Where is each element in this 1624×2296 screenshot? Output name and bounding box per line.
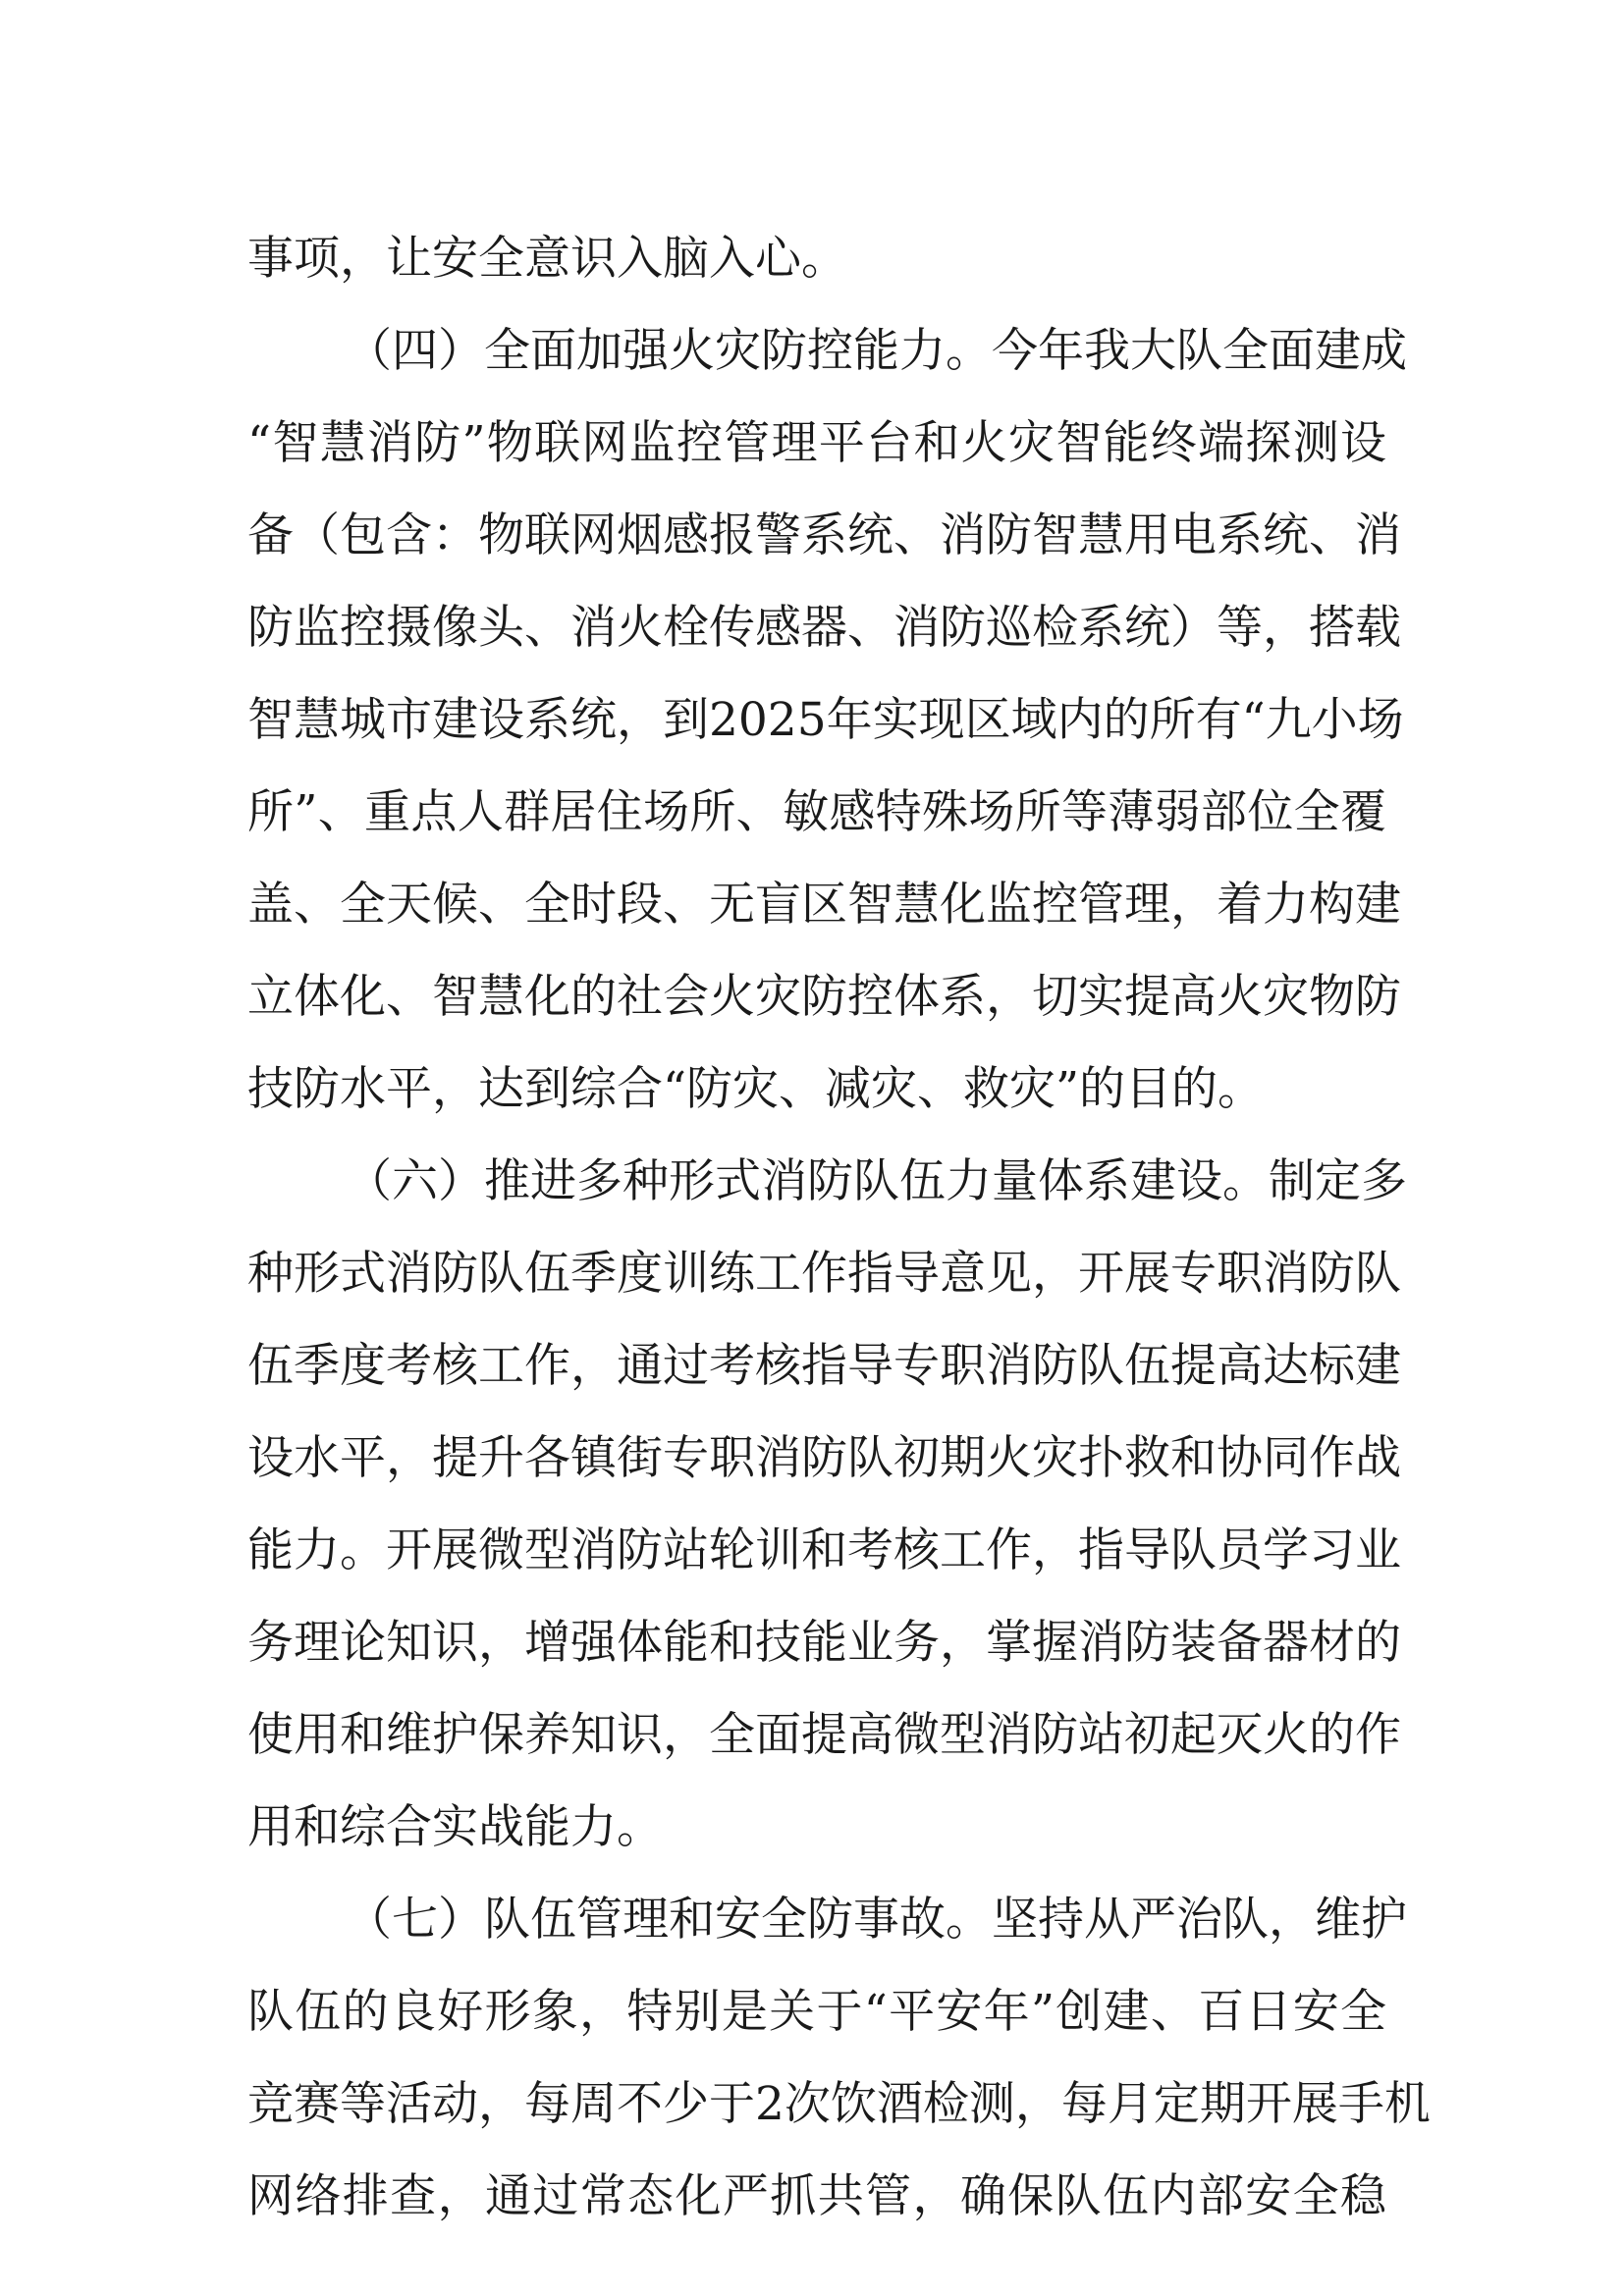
text-line: 智慧城市建设系统，到2025年实现区域内的所有“九小场: [247, 693, 1404, 747]
paragraph-heading-line: （六）推进多种形式消防队伍力量体系建设。制定多: [346, 1154, 1407, 1208]
text-line: 用和综合实战能力。: [247, 1800, 663, 1854]
text-line: 网络排查，通过常态化严抓共管，确保队伍内部安全稳: [247, 2169, 1386, 2223]
text-line: 务理论知识，增强体能和技能业务，掌握消防装备器材的: [247, 1616, 1401, 1670]
text-line: “智慧消防”物联网监控管理平台和火灾智能终端探测设: [247, 416, 1386, 470]
text-line: 备（包含：物联网烟感报警系统、消防智慧用电系统、消: [247, 508, 1401, 562]
text-line: 技防水平，达到综合“防灾、减灾、救灾”的目的。: [247, 1062, 1265, 1116]
text-line: 竞赛等活动，每周不少于2次饮酒检测，每月定期开展手机: [247, 2077, 1431, 2131]
text-line: 立体化、智慧化的社会火灾防控体系，切实提高火灾物防: [247, 970, 1401, 1024]
paragraph-heading-line: （四）全面加强火灾防控能力。今年我大队全面建成: [346, 324, 1407, 378]
text-line: 队伍的良好形象，特别是关于“平安年”创建、百日安全: [247, 1985, 1386, 2039]
text-line: 使用和维护保养知识，全面提高微型消防站初起灭火的作: [247, 1708, 1401, 1762]
text-line: 种形式消防队伍季度训练工作指导意见，开展专职消防队: [247, 1247, 1401, 1301]
text-line: 防监控摄像头、消火栓传感器、消防巡检系统）等，搭载: [247, 601, 1401, 655]
text-line: 事项，让安全意识入脑入心。: [247, 232, 847, 286]
paragraph-heading-line: （七）队伍管理和安全防事故。坚持从严治队，维护: [346, 1893, 1407, 1947]
text-line: 能力。开展微型消防站轮训和考核工作，指导队员学习业: [247, 1523, 1401, 1577]
text-line: 所”、重点人群居住场所、敏感特殊场所等薄弱部位全覆: [247, 785, 1386, 839]
text-line: 盖、全天候、全时段、无盲区智慧化监控管理，着力构建: [247, 878, 1401, 932]
text-line: 伍季度考核工作，通过考核指导专职消防队伍提高达标建: [247, 1339, 1401, 1393]
text-line: 设水平，提升各镇街专职消防队初期火灾扑救和协同作战: [247, 1431, 1401, 1485]
